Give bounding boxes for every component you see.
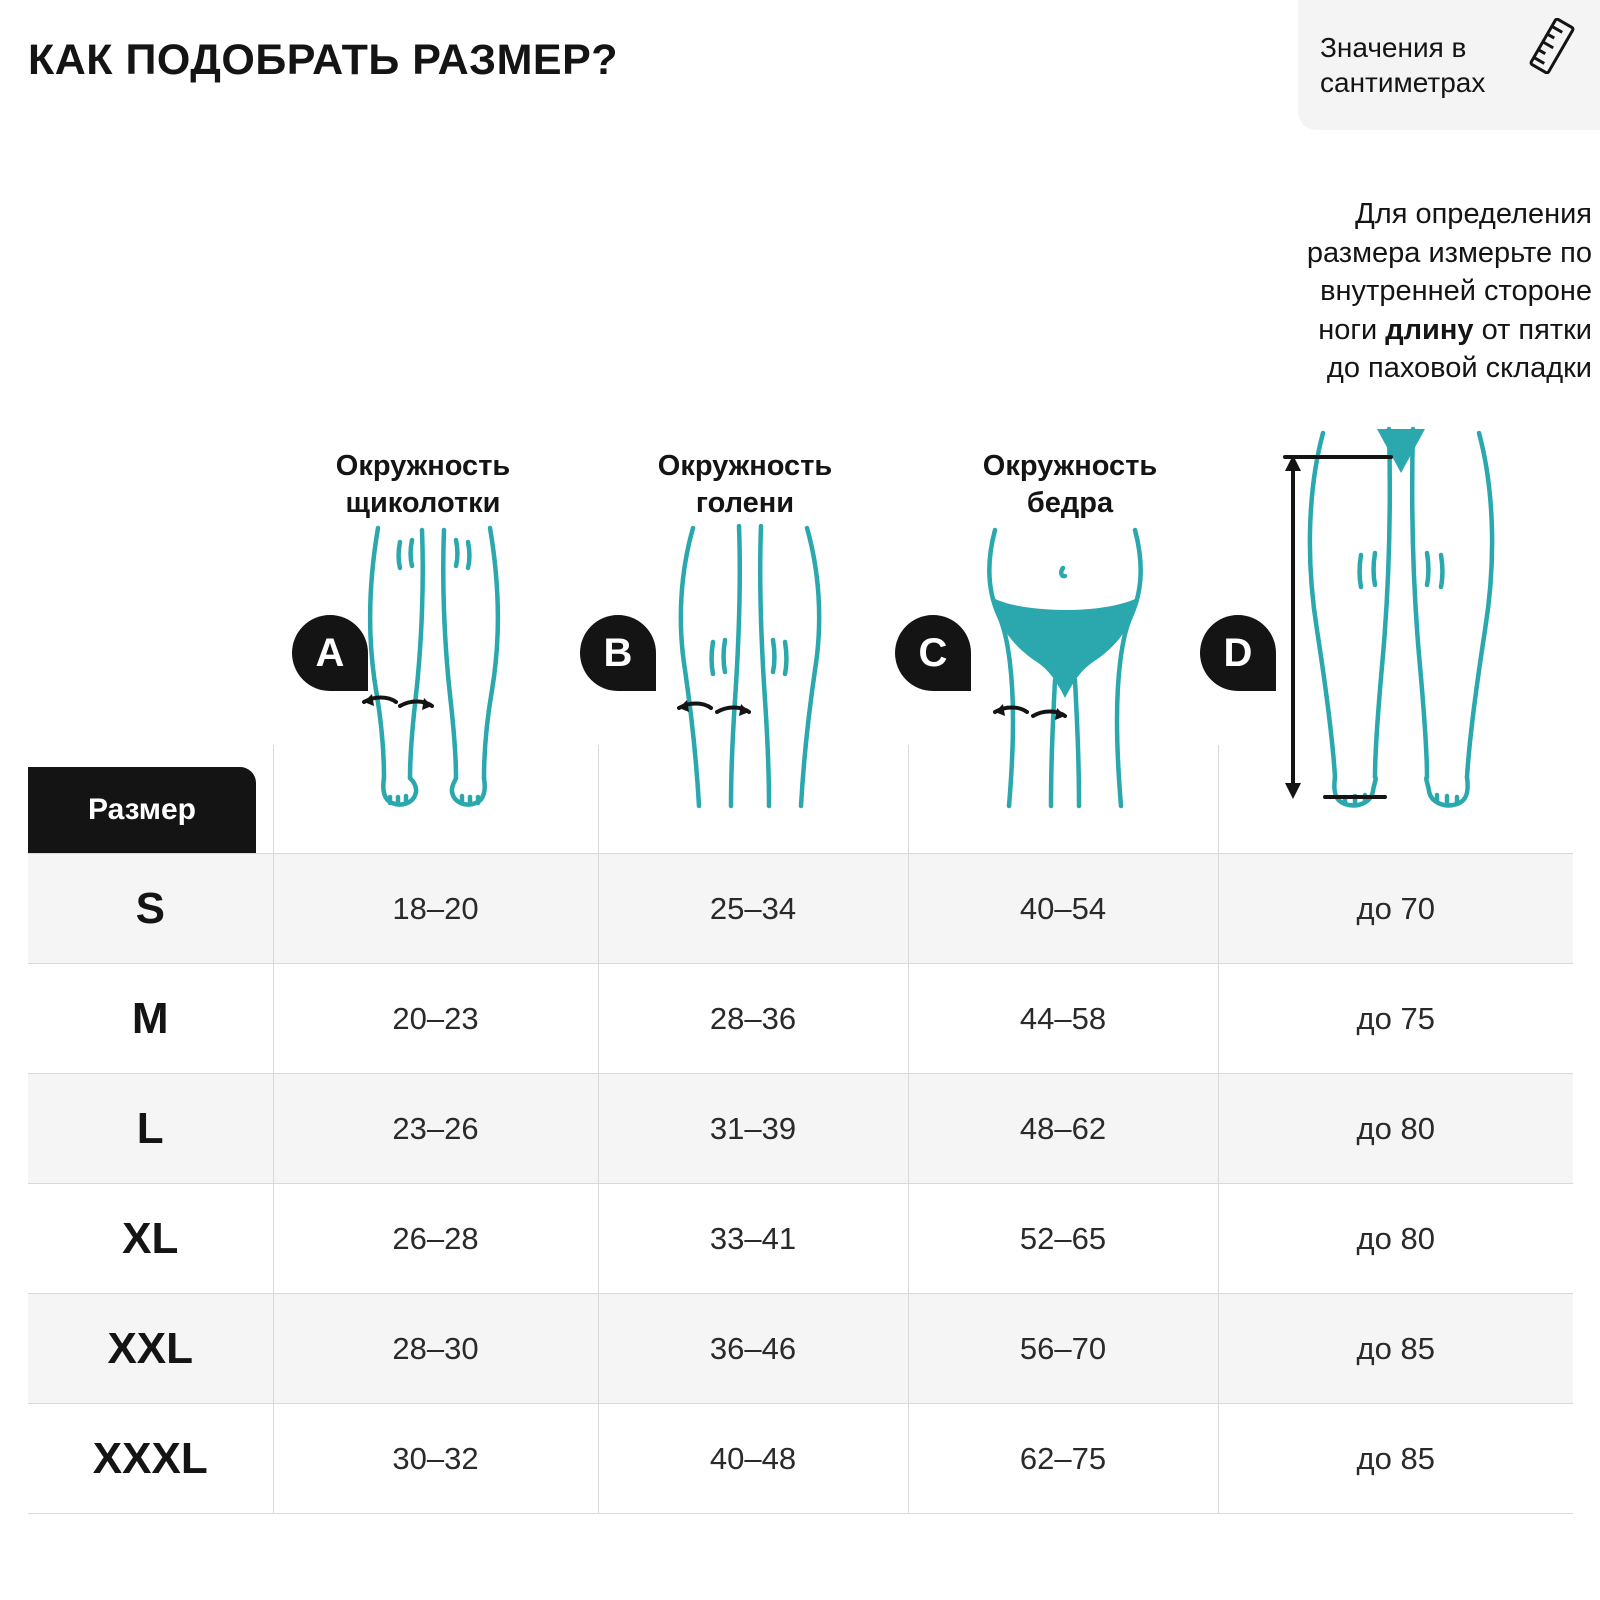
note-line-3: внутренней стороне xyxy=(1320,275,1592,308)
row-calf: 40–48 xyxy=(598,1404,908,1514)
note-line-4-post: от пятки xyxy=(1473,313,1592,346)
row-size: XXXL xyxy=(28,1404,273,1514)
row-size: M xyxy=(28,964,273,1074)
table-row xyxy=(28,964,1573,1074)
badge-a xyxy=(292,615,368,691)
size-table-wrapper xyxy=(28,745,1573,1514)
table-row xyxy=(28,854,1573,964)
table-row xyxy=(28,1184,1573,1294)
column-heading-thigh-line2: бедра xyxy=(1026,486,1114,519)
column-heading-ankle-line1: Окружность xyxy=(335,450,511,482)
measurement-note xyxy=(952,195,1592,388)
size-header-cell xyxy=(28,745,273,854)
header-spacer-thigh xyxy=(908,745,1218,854)
row-ankle: 28–30 xyxy=(273,1294,598,1404)
row-ankle: 30–32 xyxy=(273,1404,598,1514)
header-spacer-length xyxy=(1218,745,1573,854)
ruler-icon xyxy=(1526,18,1578,79)
row-thigh: 40–54 xyxy=(908,854,1218,964)
table-row xyxy=(28,1294,1573,1404)
row-length: до 80 xyxy=(1218,1184,1573,1294)
row-size: XL xyxy=(28,1184,273,1294)
column-heading-calf-line2: голени xyxy=(695,486,795,519)
badge-c-label: C xyxy=(918,630,948,675)
badge-b xyxy=(580,615,656,691)
badge-c xyxy=(895,615,971,691)
row-length: до 70 xyxy=(1218,854,1573,964)
row-ankle: 26–28 xyxy=(273,1184,598,1294)
row-length: до 85 xyxy=(1218,1404,1573,1514)
row-calf: 36–46 xyxy=(598,1294,908,1404)
table-row xyxy=(28,1404,1573,1514)
column-heading-calf xyxy=(600,448,890,521)
header-spacer-calf xyxy=(598,745,908,854)
units-badge-label: Значения в сантиметрах xyxy=(1320,32,1486,98)
units-badge xyxy=(1298,0,1600,130)
row-thigh: 56–70 xyxy=(908,1294,1218,1404)
row-ankle: 20–23 xyxy=(273,964,598,1074)
size-table xyxy=(28,745,1573,1514)
badge-d xyxy=(1200,615,1276,691)
size-header-badge: Размер xyxy=(28,767,256,853)
row-ankle: 18–20 xyxy=(273,854,598,964)
row-ankle: 23–26 xyxy=(273,1074,598,1184)
row-thigh: 44–58 xyxy=(908,964,1218,1074)
badge-a-label: A xyxy=(315,630,345,675)
column-heading-ankle-line2: щиколотки xyxy=(345,486,501,519)
row-size: L xyxy=(28,1074,273,1184)
note-line-2: размера измерьте по xyxy=(1306,236,1592,269)
note-line-4-bold: длину xyxy=(1385,313,1474,346)
note-line-1: Для определения xyxy=(1355,198,1592,230)
row-calf: 33–41 xyxy=(598,1184,908,1294)
column-heading-thigh xyxy=(925,448,1215,521)
row-length: до 75 xyxy=(1218,964,1573,1074)
header-spacer-ankle xyxy=(273,745,598,854)
row-length: до 80 xyxy=(1218,1074,1573,1184)
row-size: S xyxy=(28,854,273,964)
table-row xyxy=(28,1074,1573,1184)
column-heading-calf-line1: Окружность xyxy=(657,450,833,482)
note-line-4-pre: ноги xyxy=(1318,313,1386,346)
row-calf: 28–36 xyxy=(598,964,908,1074)
row-thigh: 52–65 xyxy=(908,1184,1218,1294)
row-thigh: 62–75 xyxy=(908,1404,1218,1514)
row-thigh: 48–62 xyxy=(908,1074,1218,1184)
page-title: КАК ПОДОБРАТЬ РАЗМЕР? xyxy=(28,36,619,84)
badge-b-label: B xyxy=(603,630,633,675)
row-calf: 31–39 xyxy=(598,1074,908,1184)
row-length: до 85 xyxy=(1218,1294,1573,1404)
badge-d-label: D xyxy=(1223,630,1253,675)
note-line-5: до паховой складки xyxy=(1326,352,1592,385)
row-calf: 25–34 xyxy=(598,854,908,964)
row-size: XXL xyxy=(28,1294,273,1404)
column-heading-thigh-line1: Окружность xyxy=(982,450,1158,482)
column-heading-ankle xyxy=(278,448,568,521)
table-header-row xyxy=(28,745,1573,854)
